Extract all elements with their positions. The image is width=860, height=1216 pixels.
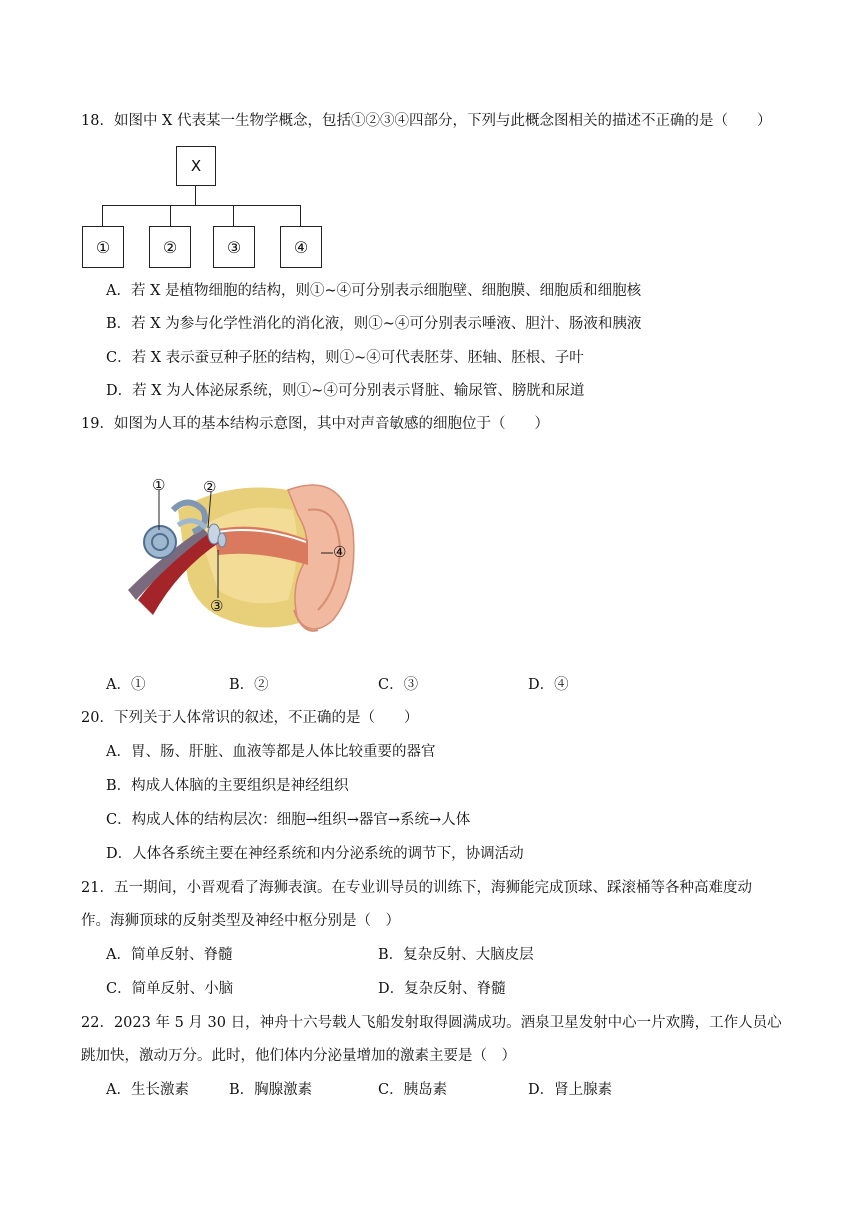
diagram-connector xyxy=(195,185,196,206)
q22-option-a: A．生长激素 xyxy=(106,1082,189,1098)
q20-option-a: A．胃、肠、肝脏、血液等都是人体比较重要的器官 xyxy=(106,744,436,760)
q19-option-c: C．③ xyxy=(378,677,419,693)
q22-option-c: C．胰岛素 xyxy=(378,1082,448,1098)
q21-option-b: B．复杂反射、大脑皮层 xyxy=(378,947,534,963)
q19-option-d: D．④ xyxy=(528,677,569,693)
q22-option-d: D．肾上腺素 xyxy=(528,1082,613,1098)
q20-option-c: C．构成人体的结构层次：细胞→组织→器官→系统→人体 xyxy=(106,812,471,828)
diagram-child-box: ① xyxy=(82,226,124,268)
q18-option-d: D．若 X 为人体泌尿系统，则①~④可分别表示肾脏、输尿管、膀胱和尿道 xyxy=(106,383,585,399)
diagram-root-box: X xyxy=(176,146,216,186)
ear-label-4: ④ xyxy=(333,543,347,561)
q18-option-b: B．若 X 为参与化学性消化的消化液，则①~④可分别表示唾液、胆汁、肠液和胰液 xyxy=(106,316,642,332)
diagram-connector xyxy=(102,205,103,226)
q19-stem: 19．如图为人耳的基本结构示意图，其中对声音敏感的细胞位于（ ） xyxy=(81,416,549,432)
q21-stem-line1: 21．五一期间，小晋观看了海狮表演。在专业训导员的训练下，海狮能完成顶球、踩滚桶等各种高难度动 xyxy=(81,880,752,896)
q21-option-d: D．复杂反射、脊髓 xyxy=(378,981,506,997)
q18-option-a: A．若 X 是植物细胞的结构，则①~④可分别表示细胞壁、细胞膜、细胞质和细胞核 xyxy=(106,283,642,299)
q21-option-c: C．简单反射、小脑 xyxy=(106,981,234,997)
diagram-child-box: ④ xyxy=(280,226,322,268)
q21-option-a: A．简单反射、脊髓 xyxy=(106,947,233,963)
diagram-connector xyxy=(233,205,234,226)
ear-label-1: ① xyxy=(152,476,166,494)
q19-option-b: B．② xyxy=(229,677,269,693)
q18-option-c: C．若 X 表示蚕豆种子胚的结构，则①~④可代表胚芽、胚轴、胚根、子叶 xyxy=(106,350,584,366)
q18-stem: 18．如图中 X 代表某一生物学概念，包括①②③④四部分，下列与此概念图相关的描述不正确的是（ ） xyxy=(81,113,772,129)
q21-stem-line2: 作。海狮顶球的反射类型及神经中枢分别是（ ） xyxy=(81,913,400,929)
q19-option-a: A．① xyxy=(106,677,146,693)
diagram-connector xyxy=(300,205,301,226)
q22-stem-line1: 22．2023 年 5 月 30 日，神舟十六号载人飞船发射取得圆满成功。酒泉卫星发射中心一片欢腾，工作人员心 xyxy=(81,1015,782,1031)
q20-stem: 20．下列关于人体常识的叙述，不正确的是（ ） xyxy=(81,710,419,726)
ear-structure-illustration xyxy=(118,470,358,640)
diagram-connector xyxy=(102,205,300,206)
q20-option-d: D．人体各系统主要在神经系统和内分泌系统的调节下，协调活动 xyxy=(106,846,524,862)
ear-label-3: ③ xyxy=(210,597,224,615)
diagram-child-box: ③ xyxy=(213,226,255,268)
diagram-child-box: ② xyxy=(149,226,191,268)
q22-option-b: B．胸腺激素 xyxy=(229,1082,313,1098)
diagram-connector xyxy=(170,205,171,226)
q20-option-b: B．构成人体脑的主要组织是神经组织 xyxy=(106,778,349,794)
q22-stem-line2: 跳加快，激动万分。此时，他们体内分泌量增加的激素主要是（ ） xyxy=(81,1048,516,1064)
ear-label-2: ② xyxy=(203,478,217,496)
